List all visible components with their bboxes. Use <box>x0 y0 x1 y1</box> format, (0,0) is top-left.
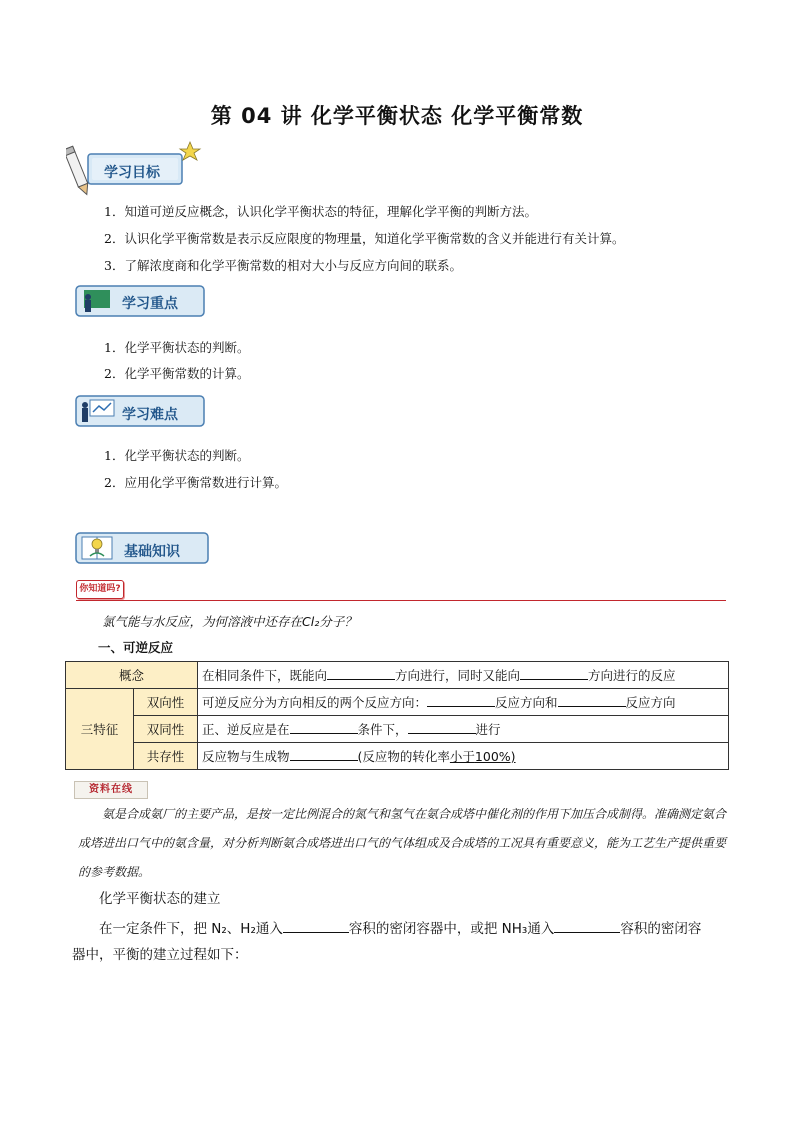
objectives-banner <box>66 140 206 196</box>
table-row <box>66 689 729 716</box>
table-row <box>66 743 729 770</box>
cell-text: 方向进行，同时又能向 <box>395 668 521 683</box>
fill-blank[interactable] <box>290 721 358 734</box>
table-row <box>66 662 729 689</box>
fill-blank[interactable] <box>427 694 495 707</box>
feature-name: 双向性 <box>134 689 198 716</box>
establish-heading: 化学平衡状态的建立 <box>99 891 221 907</box>
objective-item-1: 1．知道可逆反应概念，认识化学平衡状态的特征，理解化学平衡的判断方法。 <box>104 204 537 219</box>
key-point-item-1: 1．化学平衡状态的判断。 <box>104 340 250 355</box>
tag-divider <box>76 600 726 601</box>
fill-blank[interactable] <box>327 667 395 680</box>
line-text: 容积的密闭容器中，或把 NH₃通入 <box>348 921 555 937</box>
did-you-know-tag: 你知道吗? <box>76 580 124 599</box>
cell-text: 反应物与生成物 <box>202 749 290 764</box>
cell-text: 正、逆反应是在 <box>202 722 290 737</box>
difficulties-label: 学习难点 <box>122 407 178 423</box>
difficulty-item-1: 1．化学平衡状态的判断。 <box>104 448 250 463</box>
objective-item-2: 2．认识化学平衡常数是表示反应限度的物理量，知道化学平衡常数的含义并能进行有关计算。 <box>104 231 625 246</box>
key-points-label: 学习重点 <box>122 296 178 312</box>
fill-blank[interactable] <box>408 721 476 734</box>
feature-name: 共存性 <box>134 743 198 770</box>
underlined-answer: 小于 <box>449 749 475 764</box>
key-points-banner <box>74 283 206 319</box>
did-you-know-question: 氯气能与水反应，为何溶液中还存在Cl₂分子？ <box>102 614 357 629</box>
key-point-item-2: 2．化学平衡常数的计算。 <box>104 366 250 381</box>
fill-blank[interactable] <box>558 694 626 707</box>
objectives-label: 学习目标 <box>104 165 160 181</box>
feature-cell <box>198 689 729 716</box>
feature-cell <box>198 743 729 770</box>
page-title: 第 04 讲 化学平衡状态 化学平衡常数 <box>210 104 584 128</box>
info-online-tag: 资料在线 <box>74 781 148 799</box>
establish-line-2: 器中，平衡的建立过程如下： <box>72 947 248 963</box>
basics-label: 基础知识 <box>124 544 180 560</box>
feature-cell <box>198 716 729 743</box>
line-text: 在一定条件下，把 N₂、H₂通入 <box>99 921 283 937</box>
cell-text: 100%) <box>474 749 516 764</box>
feature-name: 双同性 <box>134 716 198 743</box>
fill-blank[interactable] <box>520 667 588 680</box>
features-label: 三特征 <box>66 689 134 770</box>
fill-blank[interactable] <box>283 920 349 933</box>
cell-text: 反应方向 <box>625 695 676 710</box>
section-heading-reversible: 一、可逆反应 <box>98 640 174 655</box>
basics-banner <box>74 528 210 568</box>
line-text: 容积的密闭容 <box>620 921 702 937</box>
table-row <box>66 716 729 743</box>
cell-text: 可逆反应分为方向相反的两个反应方向： <box>202 695 428 710</box>
difficulty-item-2: 2．应用化学平衡常数进行计算。 <box>104 475 287 490</box>
establish-line-1 <box>99 917 701 937</box>
cell-text: 条件下， <box>357 722 408 737</box>
cell-text: 进行 <box>475 722 501 737</box>
cell-text: 反应方向和 <box>495 695 558 710</box>
star-icon <box>180 142 200 160</box>
concept-label: 概念 <box>66 662 198 689</box>
cell-text: 在相同条件下，既能向 <box>202 668 328 683</box>
fill-blank[interactable] <box>554 920 620 933</box>
cell-text: (反应物的转化率 <box>357 749 450 764</box>
difficulties-banner <box>74 392 206 430</box>
info-online-paragraph: 氨是合成氨厂的主要产品，是按一定比例混合的氮气和氢气在氨合成塔中催化剂的作用下加压合成制得。准确测定氨合成塔进出口气中的氨含量，对分析判断氨合成塔进出口气的气体组成及合成塔的工况具有重要意义，能为工艺生产提供重要的参考数据。 <box>78 807 727 879</box>
concept-cell <box>198 662 729 689</box>
cell-text: 方向进行的反应 <box>588 668 676 683</box>
objective-item-3: 3．了解浓度商和化学平衡常数的相对大小与反应方向间的联系。 <box>104 258 462 273</box>
reversible-reaction-table <box>65 661 729 770</box>
fill-blank[interactable] <box>290 748 358 761</box>
